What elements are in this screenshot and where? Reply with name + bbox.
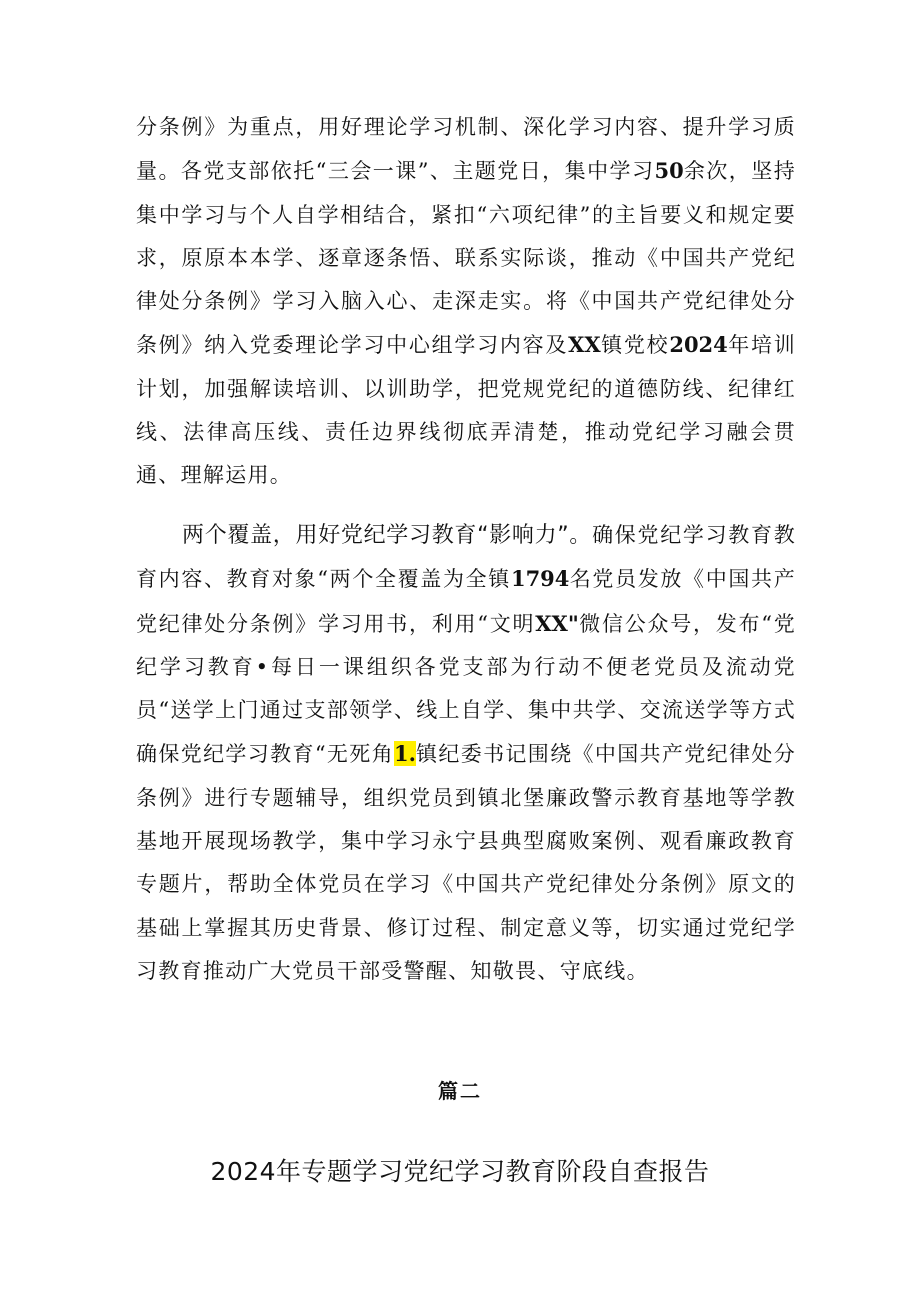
document-title: 2024年专题学习党纪学习教育阶段自查报告 — [210, 1157, 710, 1186]
p1-text-4: 年培训计划，加强解读培训、以训助学，把党规党纪的道德防线、纪律红线、法律高压线、责任边界线彻底弄清楚，推动党纪学习融会贯通、理解运用。 — [136, 333, 797, 488]
p2-number-xx: XX" — [535, 610, 579, 636]
p1-text-2: 余次，坚持集中学习与个人自学相结合，紧扣“六项纪律”的主旨要义和规定要求，原原本本学、逐章逐条悟、联系实际谈，推动《中国共产党纪律处分条例》学习入脑入心、走深走实。将《中国共产党纪律处分条例》纳入党委理论学习中心组学习内容及 — [136, 159, 797, 358]
p2-lead-heading: 两个覆盖，用好党纪学习教育“影响力” — [182, 523, 569, 548]
body-paragraph-1 — [136, 106, 796, 498]
p2-text-3: 微信公众号，发布“党纪学习教育•每日一课组织各党支部为行动不便老党员及流动党员“送学上门通过支部领学、线上自学、集中共学、交流送学等方式确保党纪学习教育“无死角 — [136, 611, 796, 767]
p1-number-2024: 2024 — [669, 332, 728, 358]
section-label: 篇二 — [438, 1079, 482, 1103]
p1-text-1: 分条例》为重点，用好理论学习机制、深化学习内容、提升学习质量。各党支部依托“三会一课”、主题党日，集中学习 — [136, 115, 796, 184]
p2-highlighted-number: 1. — [394, 741, 416, 767]
p2-text-2: 名党员发放《中国共产党纪律处分条例》学习用书，利用“文明 — [136, 567, 796, 636]
body-paragraph-2 — [136, 514, 796, 993]
p2-text-1: 。确保党纪学习教育教育内容、教育对象“两个全覆盖为全镇 — [136, 523, 796, 592]
p2-number-1794: 1794 — [510, 566, 570, 592]
p2-text-4: 镇纪委书记围绕《中国共产党纪律处分条例》进行专题辅导，组织党员到镇北堡廉政警示教育基地等学教基地开展现场教学，集中学习永宁县典型腐败案例、观看廉政教育专题片，帮助全体党员在学习《中国共产党纪律处分条例》原文的基础上掌握其历史背景、修订过程、制定意义等，切实通过党纪学习教育推动广大党员干部受警醒、知敬畏、守底线。 — [136, 742, 796, 983]
p1-number-xx: XX — [568, 332, 601, 358]
p1-text-3: 镇党校 — [600, 333, 670, 358]
p1-number-50: 50 — [654, 158, 684, 184]
